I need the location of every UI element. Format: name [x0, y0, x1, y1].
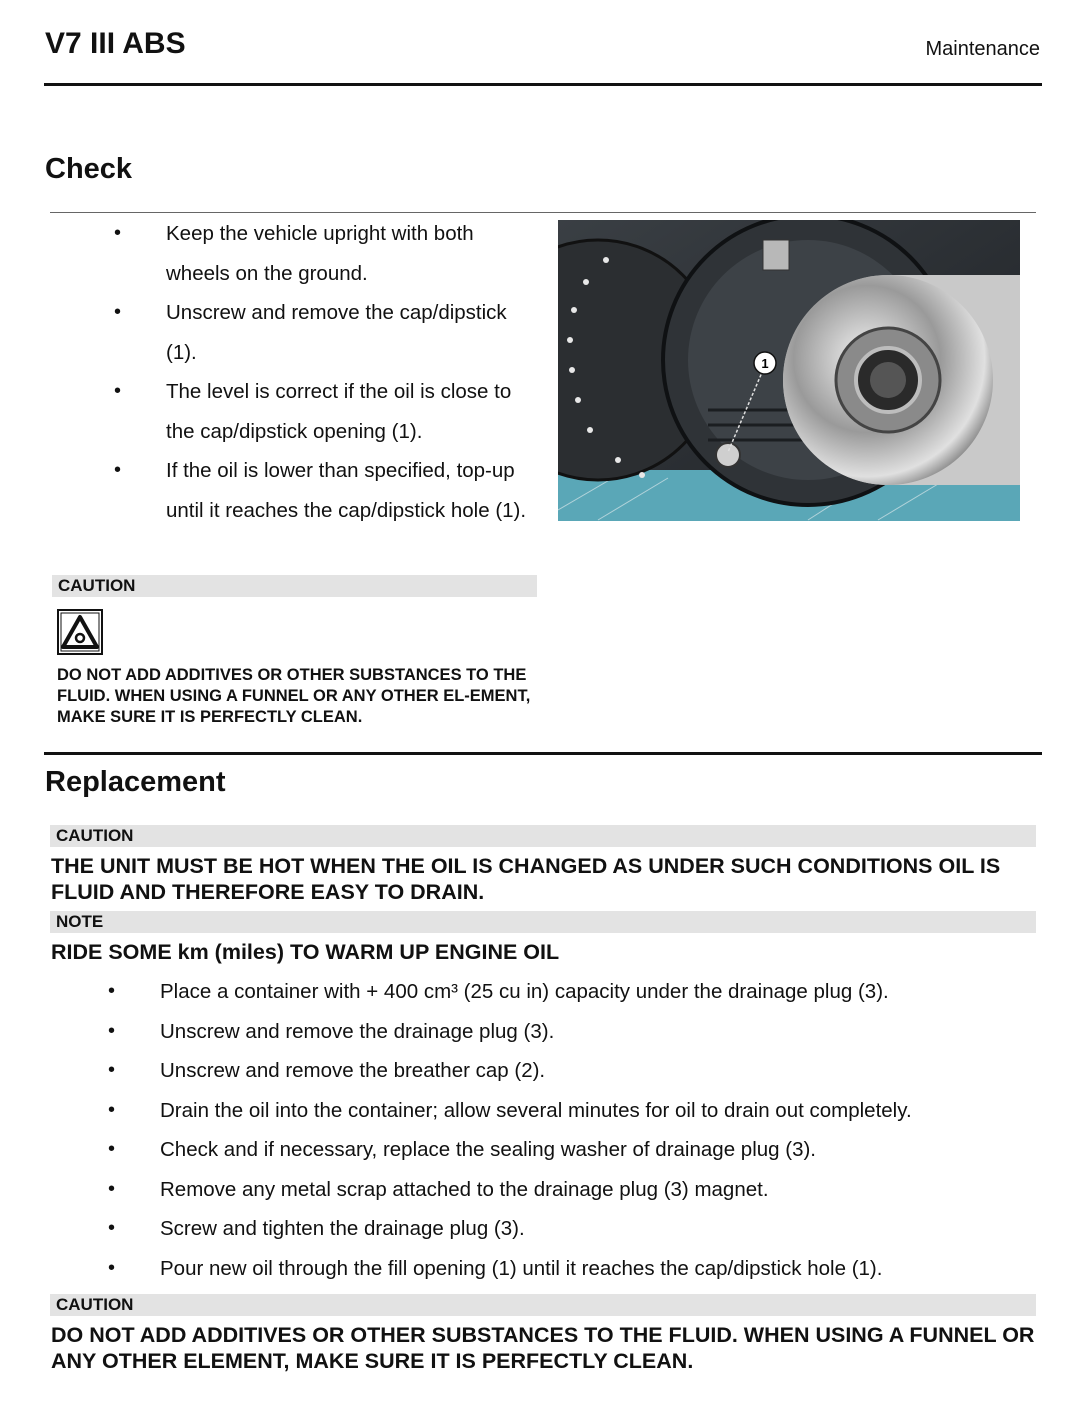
bullet-icon: • [108, 1059, 116, 1081]
list-item: • The level is correct if the oil is close to the cap/dipstick opening (1). [110, 372, 540, 451]
list-item: • Place a container with + 400 cm³ (25 cu in) capacity under the drainage plug (3). [104, 972, 1044, 1012]
bullet-icon: • [108, 1177, 116, 1200]
caution-text: DO NOT ADD ADDITIVES OR OTHER SUBSTANCES TO THE FLUID. WHEN USING A FUNNEL OR ANY OTHER ELEMENT, MAKE SURE IT IS PERFECTLY CLEAN. [51, 1323, 1035, 1373]
bullet-icon: • [108, 1217, 116, 1239]
replacement-steps-list [104, 972, 1044, 1288]
document-title: V7 III ABS [45, 27, 186, 60]
note-text: RIDE SOME km (miles) TO WARM UP ENGINE OIL [51, 940, 560, 964]
bullet-icon: • [108, 1019, 116, 1042]
check-heading: Check [45, 153, 133, 185]
list-item: • Unscrew and remove the cap/dipstick (1). [110, 293, 540, 372]
check-rule [50, 212, 1036, 213]
callout-number: 1 [761, 356, 769, 371]
bullet-icon: • [108, 980, 116, 1002]
caution-label-bar: CAUTION [50, 825, 1036, 847]
bullet-icon: • [108, 1256, 116, 1279]
section-name: Maintenance [925, 38, 1040, 60]
caution-label-bar: CAUTION [52, 575, 537, 597]
list-item: • Unscrew and remove the breather cap (2). [104, 1051, 1044, 1091]
warning-triangle-icon [57, 609, 103, 655]
list-item: • If the oil is lower than specified, top-up until it reaches the cap/dipstick hole (1). [110, 451, 540, 530]
bullet-icon: • [114, 301, 122, 323]
section-divider [44, 752, 1042, 755]
oil-cap-photo [558, 220, 1020, 521]
list-item: • Screw and tighten the drainage plug (3). [104, 1209, 1044, 1249]
header-rule [44, 83, 1042, 86]
list-item: • Unscrew and remove the drainage plug (3). [104, 1012, 1044, 1052]
list-item: • Remove any metal scrap attached to the drainage plug (3) magnet. [104, 1170, 1044, 1210]
bullet-icon: • [114, 222, 122, 244]
caution-text: THE UNIT MUST BE HOT WHEN THE OIL IS CHANGED AS UNDER SUCH CONDITIONS OIL IS FLUID AND THEREFORE EASY TO DRAIN. [51, 854, 1001, 904]
bullet-icon: • [114, 380, 122, 402]
caution-label-bar: CAUTION [50, 1294, 1036, 1316]
check-steps-list [110, 214, 540, 530]
list-item: • Keep the vehicle upright with both wheels on the ground. [110, 214, 540, 293]
caution-text: DO NOT ADD ADDITIVES OR OTHER SUBSTANCES TO THE FLUID. WHEN USING A FUNNEL OR ANY OTHER EL-EMENT, MAKE SURE IT IS PERFECTLY CLEAN. [57, 666, 531, 726]
list-item: • Pour new oil through the fill opening (1) until it reaches the cap/dipstick hole (1). [104, 1249, 1044, 1289]
bullet-icon: • [114, 459, 122, 481]
list-item: • Drain the oil into the container; allow several minutes for oil to drain out completely. [104, 1091, 1044, 1131]
bullet-icon: • [108, 1098, 116, 1121]
note-label-bar: NOTE [50, 911, 1036, 933]
bullet-icon: • [108, 1138, 116, 1160]
list-item: • Check and if necessary, replace the sealing washer of drainage plug (3). [104, 1130, 1044, 1170]
replacement-heading: Replacement [45, 766, 226, 798]
